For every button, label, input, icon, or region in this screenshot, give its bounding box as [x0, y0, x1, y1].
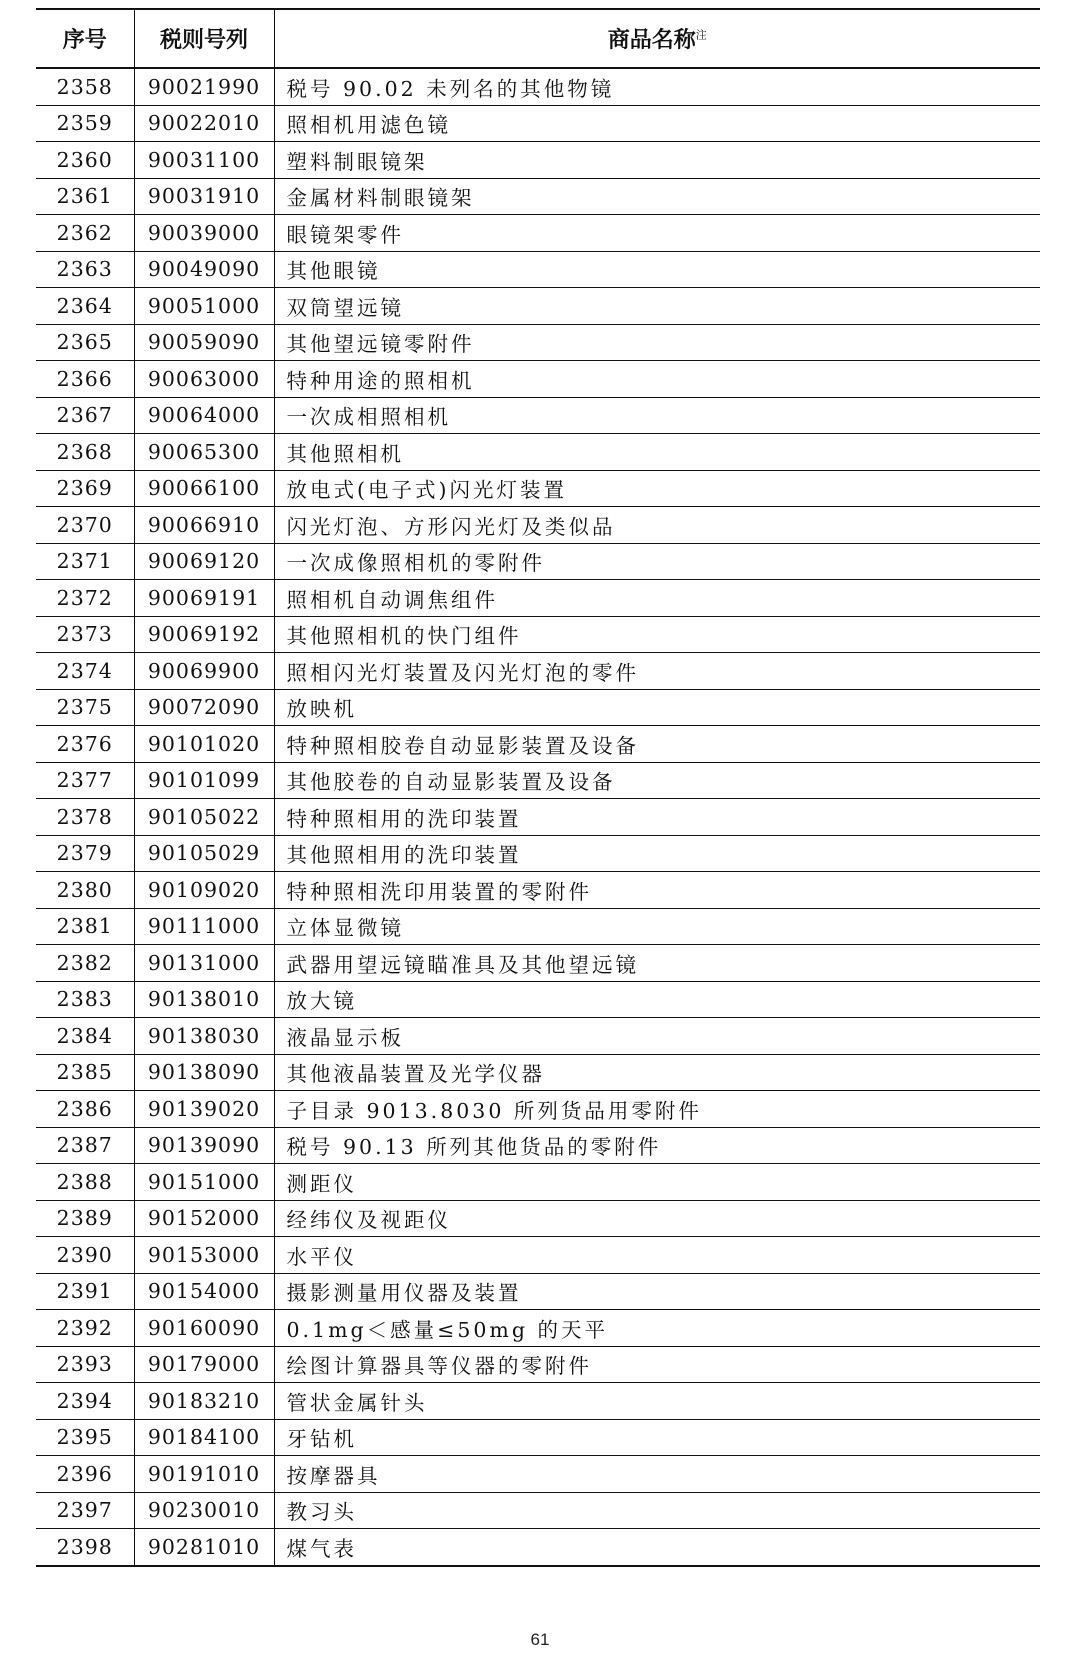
seq-cell: 2385: [36, 1054, 134, 1091]
tariff-code-cell: 90022010: [134, 105, 274, 142]
seq-cell: 2381: [36, 908, 134, 945]
product-name-cell: 武器用望远镜瞄准具及其他望远镜: [274, 945, 1040, 982]
table-row: [36, 799, 1040, 836]
table-row: [36, 288, 1040, 325]
page-number: 61: [530, 1630, 550, 1649]
seq-cell: 2367: [36, 397, 134, 434]
tariff-code-cell: 90138030: [134, 1018, 274, 1055]
table-row: [36, 762, 1040, 799]
seq-cell: 2398: [56, 1534, 113, 1559]
table-row: [36, 1346, 1040, 1383]
product-name-cell: 照相机自动调焦组件: [274, 580, 1040, 617]
product-name-cell: 其他眼镜: [274, 251, 1040, 288]
product-name-cell: 测距仪: [274, 1164, 1040, 1201]
table-row: [36, 1419, 1040, 1456]
seq-cell: 2364: [36, 288, 134, 325]
product-name-cell: 0.1mg＜感量≤50mg 的天平: [274, 1310, 1040, 1347]
table-row: [36, 689, 1040, 726]
seq-cell: 2363: [36, 251, 134, 288]
table-row: [36, 1127, 1040, 1164]
table-row: [36, 1456, 1040, 1493]
tariff-code-cell: 90131000: [134, 945, 274, 982]
table-row: [36, 872, 1040, 909]
seq-cell: 2379: [36, 835, 134, 872]
product-name-cell: 照相闪光灯装置及闪光灯泡的零件: [274, 653, 1040, 690]
tariff-code-cell: 90184100: [134, 1419, 274, 1456]
table-row: [36, 215, 1040, 252]
table-row: [36, 397, 1040, 434]
tariff-code-cell: 90179000: [134, 1346, 274, 1383]
seq-cell: 2360: [36, 142, 134, 179]
seq-cell: 2393: [36, 1346, 134, 1383]
product-name-cell: 放映机: [274, 689, 1040, 726]
seq-cell: 2392: [36, 1310, 134, 1347]
product-name-cell: 牙钻机: [274, 1419, 1040, 1456]
tariff-code-cell: 90069191: [134, 580, 274, 617]
seq-cell: 2365: [36, 324, 134, 361]
tariff-code-cell: 90063000: [134, 361, 274, 398]
product-name-cell: 经纬仪及视距仪: [274, 1200, 1040, 1237]
seq-cell: 2377: [36, 762, 134, 799]
tariff-code-cell: 90281010: [134, 1529, 274, 1566]
seq-cell: 2396: [36, 1456, 134, 1493]
seq-cell: 2383: [36, 981, 134, 1018]
product-name-cell: 其他液晶装置及光学仪器: [274, 1054, 1040, 1091]
table-row: [36, 945, 1040, 982]
table-row: [36, 580, 1040, 617]
table-row: [36, 1273, 1040, 1310]
seq-cell: 2359: [36, 105, 134, 142]
seq-cell: 2376: [36, 726, 134, 763]
tariff-code-cell: 90230010: [134, 1492, 274, 1529]
seq-cell: 2373: [36, 616, 134, 653]
table-row: [36, 908, 1040, 945]
table-body: [36, 68, 1040, 1566]
header-seq: [36, 9, 134, 68]
product-name-cell: 特种照相洗印用装置的零附件: [274, 872, 1040, 909]
table-row: [36, 653, 1040, 690]
seq-cell: 2386: [36, 1091, 134, 1128]
tariff-code-cell: 90066100: [134, 470, 274, 507]
product-name-cell: 子目录 9013.8030 所列货品用零附件: [274, 1091, 1040, 1128]
tariff-code-cell: 90154000: [134, 1273, 274, 1310]
tariff-code-cell: 90105029: [134, 835, 274, 872]
seq-cell: 2384: [36, 1018, 134, 1055]
header-seq-label: 序号: [62, 28, 107, 53]
tariff-code-cell: 90031910: [134, 178, 274, 215]
product-name-cell: 其他望远镜零附件: [274, 324, 1040, 361]
seq-cell: 2368: [36, 434, 134, 471]
product-name-cell: 金属材料制眼镜架: [274, 178, 1040, 215]
tariff-code-cell: 90151000: [134, 1164, 274, 1201]
product-name-cell: 双筒望远镜: [274, 288, 1040, 325]
tariff-code-cell: 90138010: [134, 981, 274, 1018]
seq-cell: 2380: [36, 872, 134, 909]
seq-cell: 2375: [36, 689, 134, 726]
product-name-cell: 眼镜架零件: [274, 215, 1040, 252]
table-row: [36, 68, 1040, 105]
seq-cell: 2388: [36, 1164, 134, 1201]
seq-cell: 2390: [36, 1237, 134, 1274]
table-row: [36, 1164, 1040, 1201]
seq-cell: 2362: [36, 215, 134, 252]
product-name-cell: 塑料制眼镜架: [274, 142, 1040, 179]
product-name-cell: 水平仪: [274, 1237, 1040, 1274]
tariff-code-cell: 90059090: [134, 324, 274, 361]
tariff-code-cell: 90139090: [134, 1127, 274, 1164]
tariff-code-cell: 90049090: [134, 251, 274, 288]
table-row: [36, 1383, 1040, 1420]
tariff-table: [36, 8, 1040, 1567]
tariff-code-cell: 90105022: [134, 799, 274, 836]
tariff-code-cell: 90064000: [134, 397, 274, 434]
seq-cell: 2387: [36, 1127, 134, 1164]
seq-cell: 2374: [36, 653, 134, 690]
table-row: [36, 434, 1040, 471]
table-row: [36, 470, 1040, 507]
product-name-cell: 液晶显示板: [274, 1018, 1040, 1055]
tariff-code-cell: 90111000: [134, 908, 274, 945]
tariff-code-cell: 90031100: [134, 142, 274, 179]
table-row: [36, 1091, 1040, 1128]
table-row: [36, 142, 1040, 179]
product-name-cell: 放电式(电子式)闪光灯装置: [274, 470, 1040, 507]
table-row: [36, 1018, 1040, 1055]
tariff-code-cell: 90101099: [134, 762, 274, 799]
table-row: [36, 1492, 1040, 1529]
product-name-cell: 特种照相用的洗印装置: [274, 799, 1040, 836]
tariff-code-cell: 90101020: [134, 726, 274, 763]
table-header-row: [36, 9, 1040, 68]
seq-cell: 2372: [36, 580, 134, 617]
product-name-cell: 按摩器具: [274, 1456, 1040, 1493]
table-row: [36, 726, 1040, 763]
product-name-cell: 放大镜: [274, 981, 1040, 1018]
table-row: [36, 105, 1040, 142]
header-name: [274, 9, 1040, 68]
table-row: [36, 361, 1040, 398]
table-row: [36, 1310, 1040, 1347]
tariff-code-cell: 90051000: [134, 288, 274, 325]
product-name-cell: 管状金属针头: [274, 1383, 1040, 1420]
seq-cell: 2397: [36, 1492, 134, 1529]
product-name-cell: 其他照相机的快门组件: [274, 616, 1040, 653]
table-row: [36, 178, 1040, 215]
seq-cell: 2391: [36, 1273, 134, 1310]
header-name-footnote-mark: 注: [695, 28, 707, 42]
product-name-cell: 一次成像照相机的零附件: [274, 543, 1040, 580]
table-row: [36, 1200, 1040, 1237]
tariff-code-cell: 90153000: [134, 1237, 274, 1274]
header-name-label: 商品名称: [607, 28, 696, 53]
tariff-code-cell: 90139020: [134, 1091, 274, 1128]
product-name-cell: 其他照相机: [274, 434, 1040, 471]
tariff-code-cell: 90021990: [134, 68, 274, 105]
product-name-cell: 教习头: [274, 1492, 1040, 1529]
tariff-code-cell: 90066910: [134, 507, 274, 544]
tariff-code-cell: 90152000: [134, 1200, 274, 1237]
table-row: [36, 616, 1040, 653]
product-name-cell: 税号 90.02 未列名的其他物镜: [274, 68, 1040, 105]
tariff-code-cell: 90072090: [134, 689, 274, 726]
header-code: [134, 9, 274, 68]
header-code-label: 税则号列: [159, 28, 248, 53]
seq-cell: 2358: [36, 68, 134, 105]
product-name-cell: 一次成相照相机: [274, 397, 1040, 434]
tariff-code-cell: 90039000: [134, 215, 274, 252]
product-name-cell: 煤气表: [274, 1529, 1040, 1566]
tariff-code-cell: 90138090: [134, 1054, 274, 1091]
product-name-cell: 税号 90.13 所列其他货品的零附件: [274, 1127, 1040, 1164]
table-row: [36, 1237, 1040, 1274]
seq-cell: 2370: [36, 507, 134, 544]
table-row: [36, 324, 1040, 361]
table-row: [36, 835, 1040, 872]
seq-cell: 2369: [36, 470, 134, 507]
tariff-code-cell: 90069120: [134, 543, 274, 580]
tariff-code-cell: 90069900: [134, 653, 274, 690]
tariff-code-cell: 90191010: [134, 1456, 274, 1493]
seq-cell: 2371: [36, 543, 134, 580]
product-name-cell: 绘图计算器具等仪器的零附件: [274, 1346, 1040, 1383]
tariff-code-cell: 90109020: [134, 872, 274, 909]
product-name-cell: 闪光灯泡、方形闪光灯及类似品: [274, 507, 1040, 544]
table-row: [36, 251, 1040, 288]
tariff-code-cell: 90183210: [134, 1383, 274, 1420]
table-row: [36, 507, 1040, 544]
seq-cell: 2378: [36, 799, 134, 836]
tariff-code-cell: 90069192: [134, 616, 274, 653]
product-name-cell: 其他胶卷的自动显影装置及设备: [274, 762, 1040, 799]
product-name-cell: 特种照相胶卷自动显影装置及设备: [274, 726, 1040, 763]
seq-cell: 2394: [36, 1383, 134, 1420]
seq-cell: 2395: [36, 1419, 134, 1456]
table-row: [36, 1054, 1040, 1091]
table-row: [36, 1529, 1040, 1566]
table-row: [36, 981, 1040, 1018]
product-name-cell: 照相机用滤色镜: [274, 105, 1040, 142]
seq-cell: 2382: [36, 945, 134, 982]
table-row: [36, 543, 1040, 580]
product-name-cell: 其他照相用的洗印装置: [274, 835, 1040, 872]
product-name-cell: 特种用途的照相机: [274, 361, 1040, 398]
product-name-cell: 立体显微镜: [274, 908, 1040, 945]
product-name-cell: 摄影测量用仪器及装置: [274, 1273, 1040, 1310]
tariff-code-cell: 90160090: [134, 1310, 274, 1347]
tariff-code-cell: 90065300: [134, 434, 274, 471]
seq-cell: 2366: [36, 361, 134, 398]
seq-cell: 2361: [36, 178, 134, 215]
seq-cell: 2389: [36, 1200, 134, 1237]
